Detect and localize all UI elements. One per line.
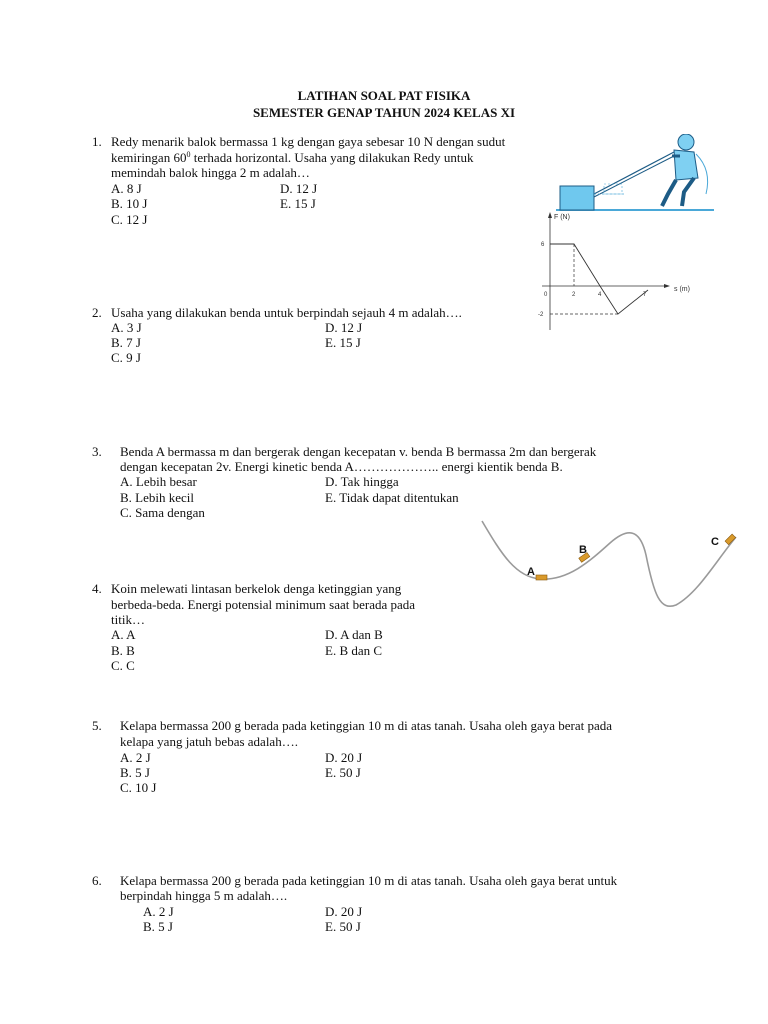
option-c: C. 10 J — [120, 780, 157, 795]
point-label-a: A — [527, 566, 535, 578]
x-axis-label: s (m) — [674, 286, 690, 293]
question-number: 3. — [92, 444, 102, 459]
option-b: B. 5 J — [143, 919, 173, 934]
x-tick-0: 0 — [544, 292, 548, 298]
option-c: C. 9 J — [111, 350, 141, 365]
option-c: C. Sama dengan — [120, 505, 205, 520]
option-b: B. 10 J — [111, 196, 148, 211]
option-a: A. 3 J — [111, 320, 142, 335]
x-tick-2: 2 — [572, 292, 576, 298]
question-number: 4. — [92, 581, 102, 596]
question-text: memindah balok hingga 2 m adalah… — [111, 165, 310, 180]
question-text: Usaha yang dilakukan benda untuk berpindah sejauh 4 m adalah…. — [111, 305, 462, 320]
question-text: Benda A bermassa m dan bergerak dengan kecepatan v. benda B bermassa 2m dan bergerak — [120, 444, 597, 459]
option-b: B. Lebih kecil — [120, 490, 195, 505]
question-number: 6. — [92, 873, 102, 888]
option-e: E. 15 J — [280, 196, 316, 211]
option-b: B. 5 J — [120, 765, 150, 780]
option-e: E. 50 J — [325, 919, 361, 934]
option-a: A. 2 J — [143, 904, 174, 919]
option-d: D. 12 J — [325, 320, 363, 335]
question-text: dengan kecepatan 2v. Energi kinetic benda A……………….. energi kientik benda B. — [120, 459, 563, 474]
boy-pulling-block-figure — [556, 134, 716, 214]
y-tick-neg2: -2 — [538, 312, 544, 318]
option-e: E. B dan C — [325, 643, 383, 658]
force-line — [550, 244, 648, 314]
y-axis-label: F (N) — [554, 214, 570, 221]
option-d: D. A dan B — [325, 627, 383, 642]
option-c: C. 12 J — [111, 212, 148, 227]
page-subtitle: SEMESTER GENAP TAHUN 2024 KELAS XI — [252, 105, 516, 120]
question-text: kemiringan $60^0$ terhada horizontal. Usaha yang dilakukan Redy untuk — [111, 150, 474, 165]
curved-track-figure — [478, 515, 740, 615]
page-title: LATIHAN SOAL PAT FISIKA — [297, 88, 471, 103]
option-d: D. 20 J — [325, 750, 363, 765]
x-tick-7: 7 — [643, 292, 647, 298]
y-tick-6: 6 — [541, 242, 545, 248]
question-text: berbeda-beda. Energi potensial minimum saat berada pada — [111, 597, 416, 612]
question-text: berpindah hingga 5 m adalah…. — [120, 888, 288, 903]
option-d: D. 12 J — [280, 181, 318, 196]
option-a: A. 2 J — [120, 750, 151, 765]
question-number: 2. — [92, 305, 102, 320]
force-displacement-graph — [536, 210, 696, 332]
x-tick-4: 4 — [598, 292, 602, 298]
option-b: B. 7 J — [111, 335, 141, 350]
track-curve — [482, 521, 736, 606]
option-a: A. A — [111, 627, 136, 642]
option-a: A. Lebih besar — [120, 474, 197, 489]
option-b: B. B — [111, 643, 135, 658]
y-axis-arrow — [548, 212, 552, 218]
x-axis-arrow — [664, 284, 670, 288]
option-a: A. 8 J — [111, 181, 142, 196]
question-text: titik… — [111, 612, 145, 627]
question-text: kelapa yang jatuh bebas adalah…. — [120, 734, 298, 749]
question-text: Koin melewati lintasan berkelok denga ketinggian yang — [111, 581, 402, 596]
question-number: 5. — [92, 718, 102, 733]
option-e: E. 50 J — [325, 765, 361, 780]
point-label-b: B — [579, 544, 587, 556]
option-e: E. 15 J — [325, 335, 361, 350]
coin-c — [725, 534, 736, 545]
coin-a — [536, 575, 547, 580]
question-number: 1. — [92, 134, 102, 149]
option-e: E. Tidak dapat ditentukan — [325, 490, 459, 505]
option-d: D. Tak hingga — [325, 474, 399, 489]
question-text: Kelapa bermassa 200 g berada pada ketinggian 10 m di atas tanah. Usaha oleh gaya berat pada — [120, 718, 613, 733]
option-d: D. 20 J — [325, 904, 363, 919]
question-text: Redy menarik balok bermassa 1 kg dengan gaya sebesar 10 N dengan sudut — [111, 134, 506, 149]
option-c: C. C — [111, 658, 135, 673]
question-text: Kelapa bermassa 200 g berada pada ketinggian 10 m di atas tanah. Usaha oleh gaya berat untuk — [120, 873, 618, 888]
point-label-c: C — [711, 536, 719, 548]
